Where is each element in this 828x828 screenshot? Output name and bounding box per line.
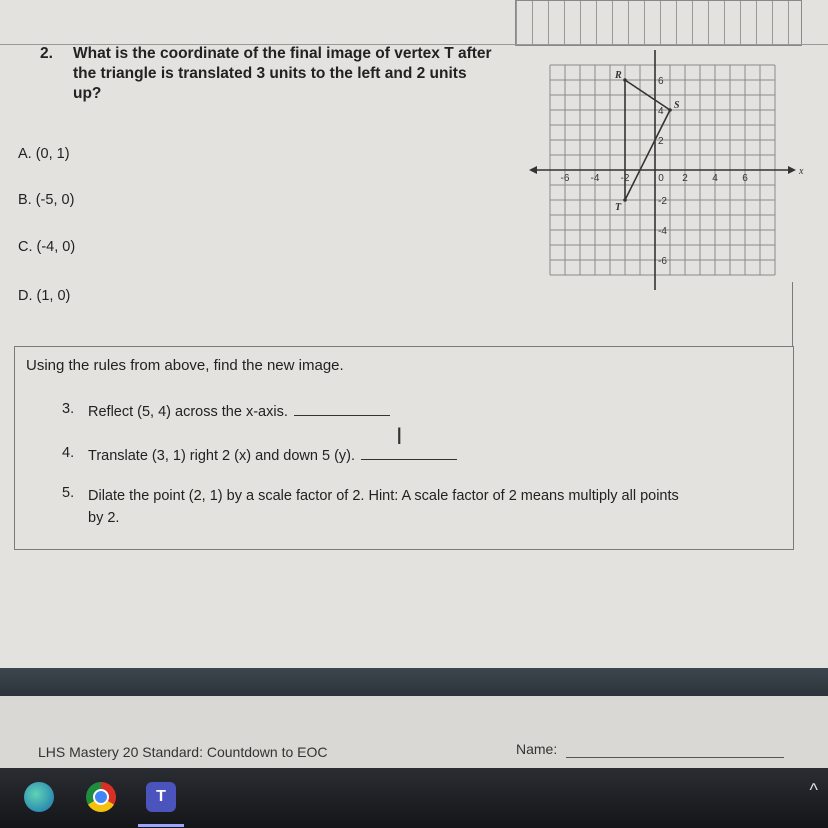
chevron-up-icon[interactable]: ^ (809, 780, 818, 800)
practice-instruction: Using the rules from above, find the new image. (26, 357, 344, 374)
question-text: What is the coordinate of the final image of vertex T after the triangle is translated 3 units to the left and 2 units up? (73, 45, 492, 102)
choice-a: A. (0, 1) (18, 146, 70, 162)
footer-title: LHS Mastery 20 Standard: Countdown to EOC (38, 744, 328, 760)
question-text: Translate (3, 1) right 2 (x) and down 5 (y). (88, 448, 356, 464)
vertex-label: S (674, 100, 680, 111)
teams-letter: T (156, 788, 166, 805)
teams-icon[interactable] (146, 782, 176, 812)
question-number: 3. (62, 401, 75, 417)
x-tick-label: 4 (712, 173, 718, 184)
x-tick-label: -6 (560, 173, 570, 184)
taskbar (0, 768, 828, 828)
x-tick-label: -2 (620, 173, 630, 184)
question-text-continued: by 2. (88, 510, 120, 526)
answer-blank[interactable] (361, 445, 457, 460)
x-tick-label: -4 (590, 173, 600, 184)
x-axis-arrow-left (529, 166, 537, 174)
top-strip (0, 0, 828, 46)
y-tick-label: -2 (658, 196, 667, 207)
name-field[interactable] (566, 757, 784, 758)
box-connector-line (792, 282, 793, 346)
question-5 (62, 485, 782, 529)
question-text: Dilate the point (2, 1) by a scale factor of 2. Hint: A scale factor of 2 means multiply all points (88, 488, 679, 504)
question-number: 2. (40, 45, 53, 62)
vertex-point (668, 108, 672, 112)
vertex-point (623, 198, 627, 202)
page-break-band (0, 668, 828, 696)
x-tick-label: 6 (742, 173, 748, 184)
choice-d: D. (1, 0) (18, 288, 71, 304)
vertex-label: T (615, 202, 622, 213)
x-axis-label: x (799, 166, 804, 177)
y-tick-label: -4 (658, 226, 667, 237)
y-tick-label: 2 (658, 136, 664, 147)
y-tick-label: -6 (658, 256, 667, 267)
active-app-indicator (138, 824, 184, 827)
top-grid-fragment (515, 0, 802, 46)
question-3 (62, 401, 482, 421)
y-tick-label: 4 (658, 106, 664, 117)
question-4 (62, 445, 502, 465)
edge-icon[interactable] (24, 782, 54, 812)
text-cursor-icon: I (396, 425, 403, 450)
answer-blank[interactable] (294, 401, 390, 416)
choice-b: B. (-5, 0) (18, 192, 75, 208)
chrome-icon[interactable] (86, 782, 116, 812)
name-label: Name: (516, 741, 558, 757)
x-axis-arrow-right (788, 166, 796, 174)
vertex-point (623, 78, 627, 82)
question-number: 5. (62, 485, 75, 501)
coordinate-grid (520, 55, 804, 287)
choice-c: C. (-4, 0) (18, 239, 76, 255)
question-text: Reflect (5, 4) across the x-axis. (88, 404, 288, 420)
vertex-label: R (615, 70, 622, 81)
next-page-footer (0, 696, 828, 768)
x-tick-label: 2 (682, 173, 688, 184)
x-tick-label: 0 (658, 173, 664, 184)
y-tick-label: 6 (658, 76, 664, 87)
question-number: 4. (62, 445, 75, 461)
